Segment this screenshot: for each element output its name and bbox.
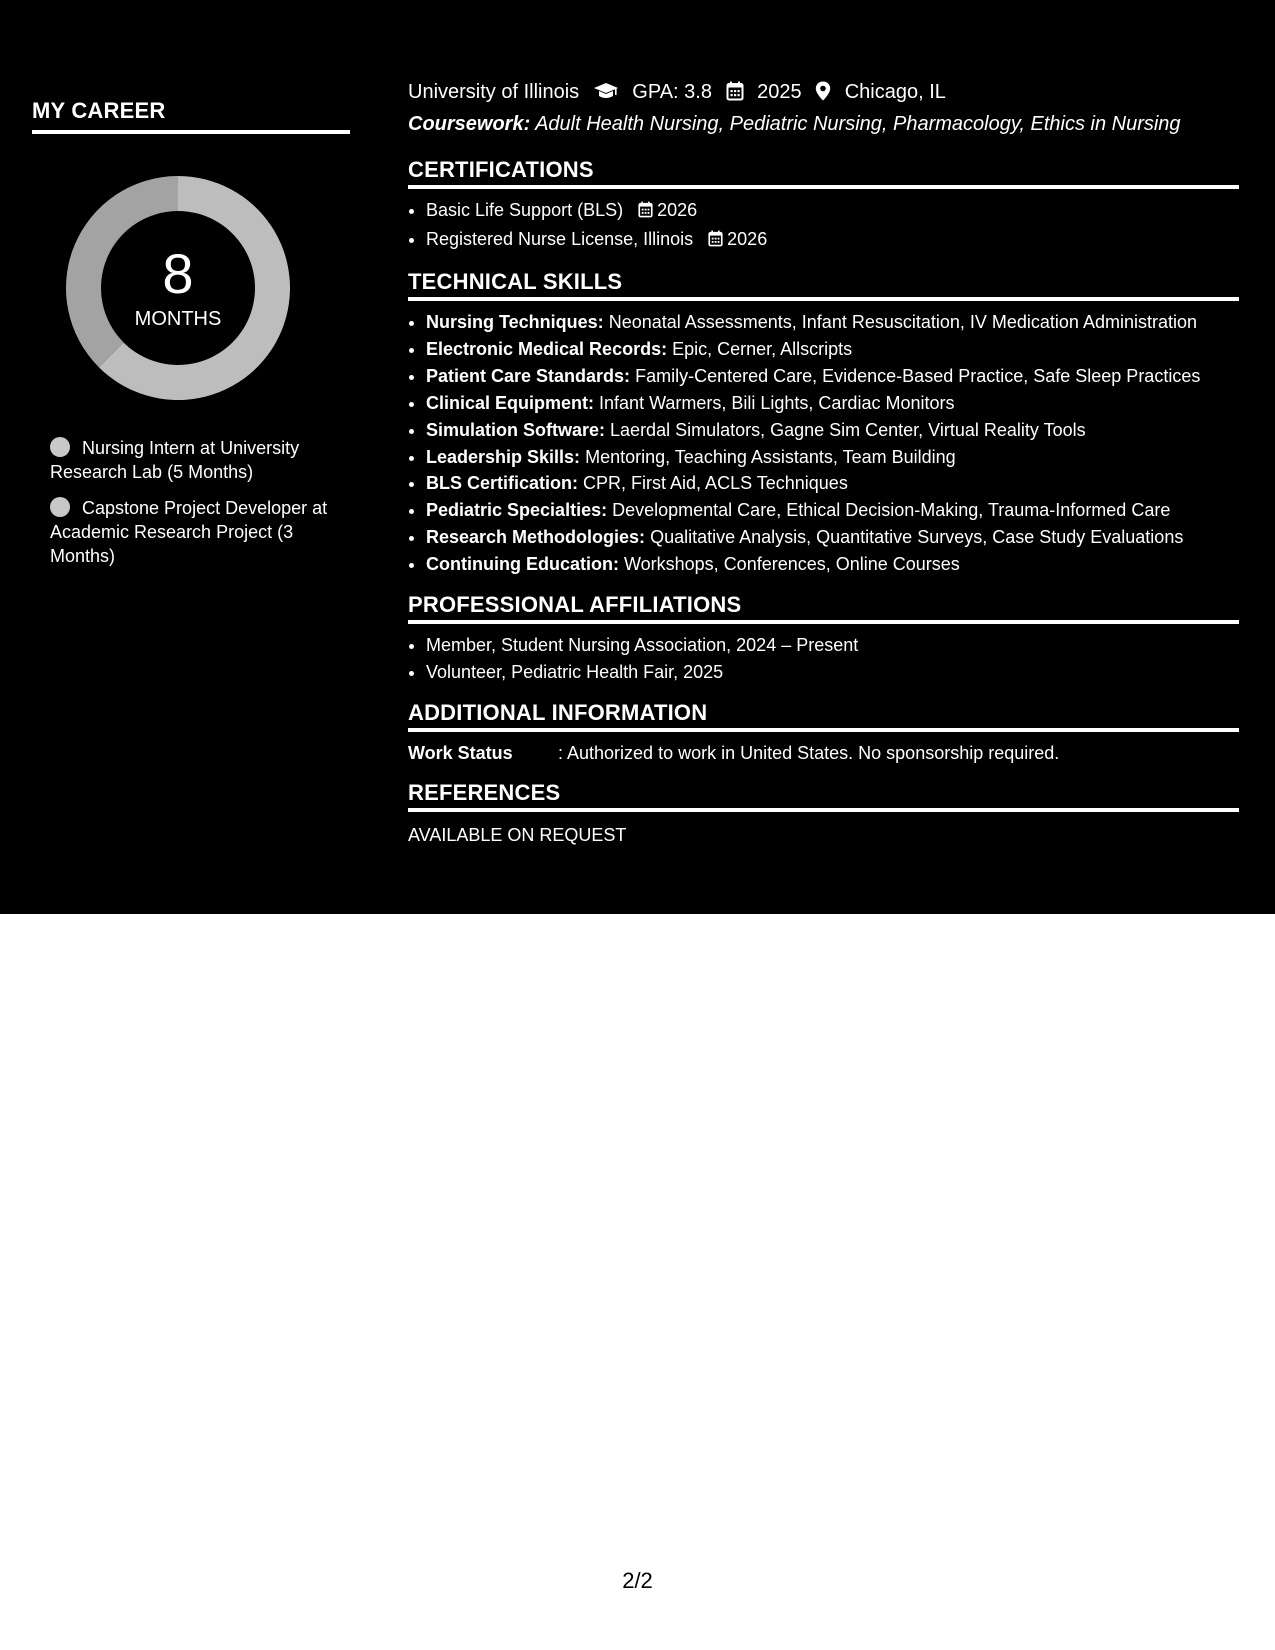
list-item: [426, 390, 1239, 417]
skill-label: Pediatric Specialties:: [426, 500, 608, 521]
affiliations-section: [408, 592, 1239, 686]
skill-text: CPR, First Aid, ACLS Techniques: [583, 473, 848, 494]
skill-text: Qualitative Analysis, Quantitative Surveys, Case Study Evaluations: [650, 527, 1184, 548]
skill-text: Mentoring, Teaching Assistants, Team Building: [585, 446, 956, 467]
list-item: [426, 226, 1239, 255]
donut-total-value: 8: [162, 242, 194, 305]
coursework-line: [408, 109, 1239, 139]
skill-label: Research Methodologies:: [426, 527, 646, 548]
skill-label: Continuing Education:: [426, 554, 619, 575]
skills-title: TECHNICAL SKILLS: [408, 269, 1239, 301]
skill-label: Leadership Skills:: [426, 446, 581, 467]
list-item: [426, 197, 1239, 226]
education-location: Chicago, IL: [844, 81, 946, 103]
career-donut-chart: [66, 176, 290, 400]
skill-text: Infant Warmers, Bili Lights, Cardiac Monitors: [599, 392, 955, 413]
skill-text: Family-Centered Care, Evidence-Based Practice, Safe Sleep Practices: [635, 365, 1201, 386]
skill-label: Electronic Medical Records:: [426, 338, 668, 359]
list-item: [426, 336, 1239, 363]
skills-list: [408, 309, 1239, 578]
references-title: REFERENCES: [408, 780, 1239, 812]
calendar-icon: [726, 81, 744, 109]
education-year: 2025: [757, 81, 802, 103]
graduation-cap-icon: [593, 81, 619, 109]
certification-year: 2026: [657, 200, 698, 220]
affiliation-text: Member, Student Nursing Association, 2024 – Present: [426, 635, 859, 656]
skill-text: Neonatal Assessments, Infant Resuscitation, IV Medication Administration: [608, 312, 1197, 332]
skill-label: Nursing Techniques:: [426, 312, 604, 332]
skill-text: Developmental Care, Ethical Decision-Making, Trauma-Informed Care: [612, 500, 1171, 521]
work-status-label: Work Status: [408, 743, 513, 764]
affiliations-list: [408, 632, 1239, 686]
list-item: [426, 309, 1239, 336]
list-item: [426, 444, 1239, 471]
skill-text: Workshops, Conferences, Online Courses: [623, 554, 960, 575]
skill-text: Laerdal Simulators, Gagne Sim Center, Virtual Reality Tools: [610, 419, 1086, 440]
sidebar: [32, 98, 350, 566]
affiliations-title: PROFESSIONAL AFFILIATIONS: [408, 592, 1239, 624]
list-item: [426, 497, 1239, 524]
career-legend: [50, 436, 350, 580]
skill-label: BLS Certification:: [426, 473, 579, 494]
legend-dot-icon: [50, 497, 70, 517]
career-item: [50, 436, 350, 484]
main-content: [408, 78, 1239, 848]
skill-text: Epic, Cerner, Allscripts: [672, 338, 853, 359]
page-number: 2/2: [622, 1568, 653, 1593]
work-status-value: : Authorized to work in United States. No sponsorship required.: [558, 743, 1060, 764]
skill-label: Simulation Software:: [426, 419, 606, 440]
calendar-icon: [708, 228, 723, 255]
skills-section: [408, 269, 1239, 578]
references-section: [408, 780, 1239, 848]
additional-section: [408, 700, 1239, 766]
certification-name: Registered Nurse License, Illinois: [426, 229, 694, 249]
education-school: University of Illinois: [408, 81, 580, 103]
list-item: [426, 363, 1239, 390]
work-status-row: [408, 740, 1239, 766]
calendar-icon: [638, 199, 653, 226]
skill-label: Patient Care Standards:: [426, 365, 631, 386]
additional-title: ADDITIONAL INFORMATION: [408, 700, 1239, 732]
education-line: [408, 78, 1239, 109]
coursework-text: Adult Health Nursing, Pediatric Nursing, Pharmacology, Ethics in Nursing: [535, 113, 1181, 135]
list-item: [426, 524, 1239, 551]
list-item: [426, 659, 1239, 686]
list-item: [426, 551, 1239, 578]
career-item: [50, 496, 350, 568]
certification-name: Basic Life Support (BLS): [426, 200, 624, 220]
career-item-label: Nursing Intern at University Research Lab (5 Months): [50, 438, 300, 482]
career-item-label: Capstone Project Developer at Academic Research Project (3 Months): [50, 498, 328, 566]
donut-unit-label: MONTHS: [134, 308, 222, 330]
list-item: [426, 632, 1239, 659]
skill-label: Clinical Equipment:: [426, 392, 595, 413]
coursework-label: Coursework:: [408, 113, 531, 135]
certifications-section: [408, 157, 1239, 255]
certifications-list: [408, 197, 1239, 255]
map-pin-icon: [815, 81, 831, 109]
list-item: [426, 470, 1239, 497]
certification-year: 2026: [727, 229, 768, 249]
legend-dot-icon: [50, 437, 70, 457]
certifications-title: CERTIFICATIONS: [408, 157, 1239, 189]
sidebar-title: MY CAREER: [32, 98, 350, 134]
list-item: [426, 417, 1239, 444]
references-text: AVAILABLE ON REQUEST: [408, 825, 627, 846]
education-gpa: GPA: 3.8: [632, 81, 712, 103]
affiliation-text: Volunteer, Pediatric Health Fair, 2025: [426, 662, 724, 683]
